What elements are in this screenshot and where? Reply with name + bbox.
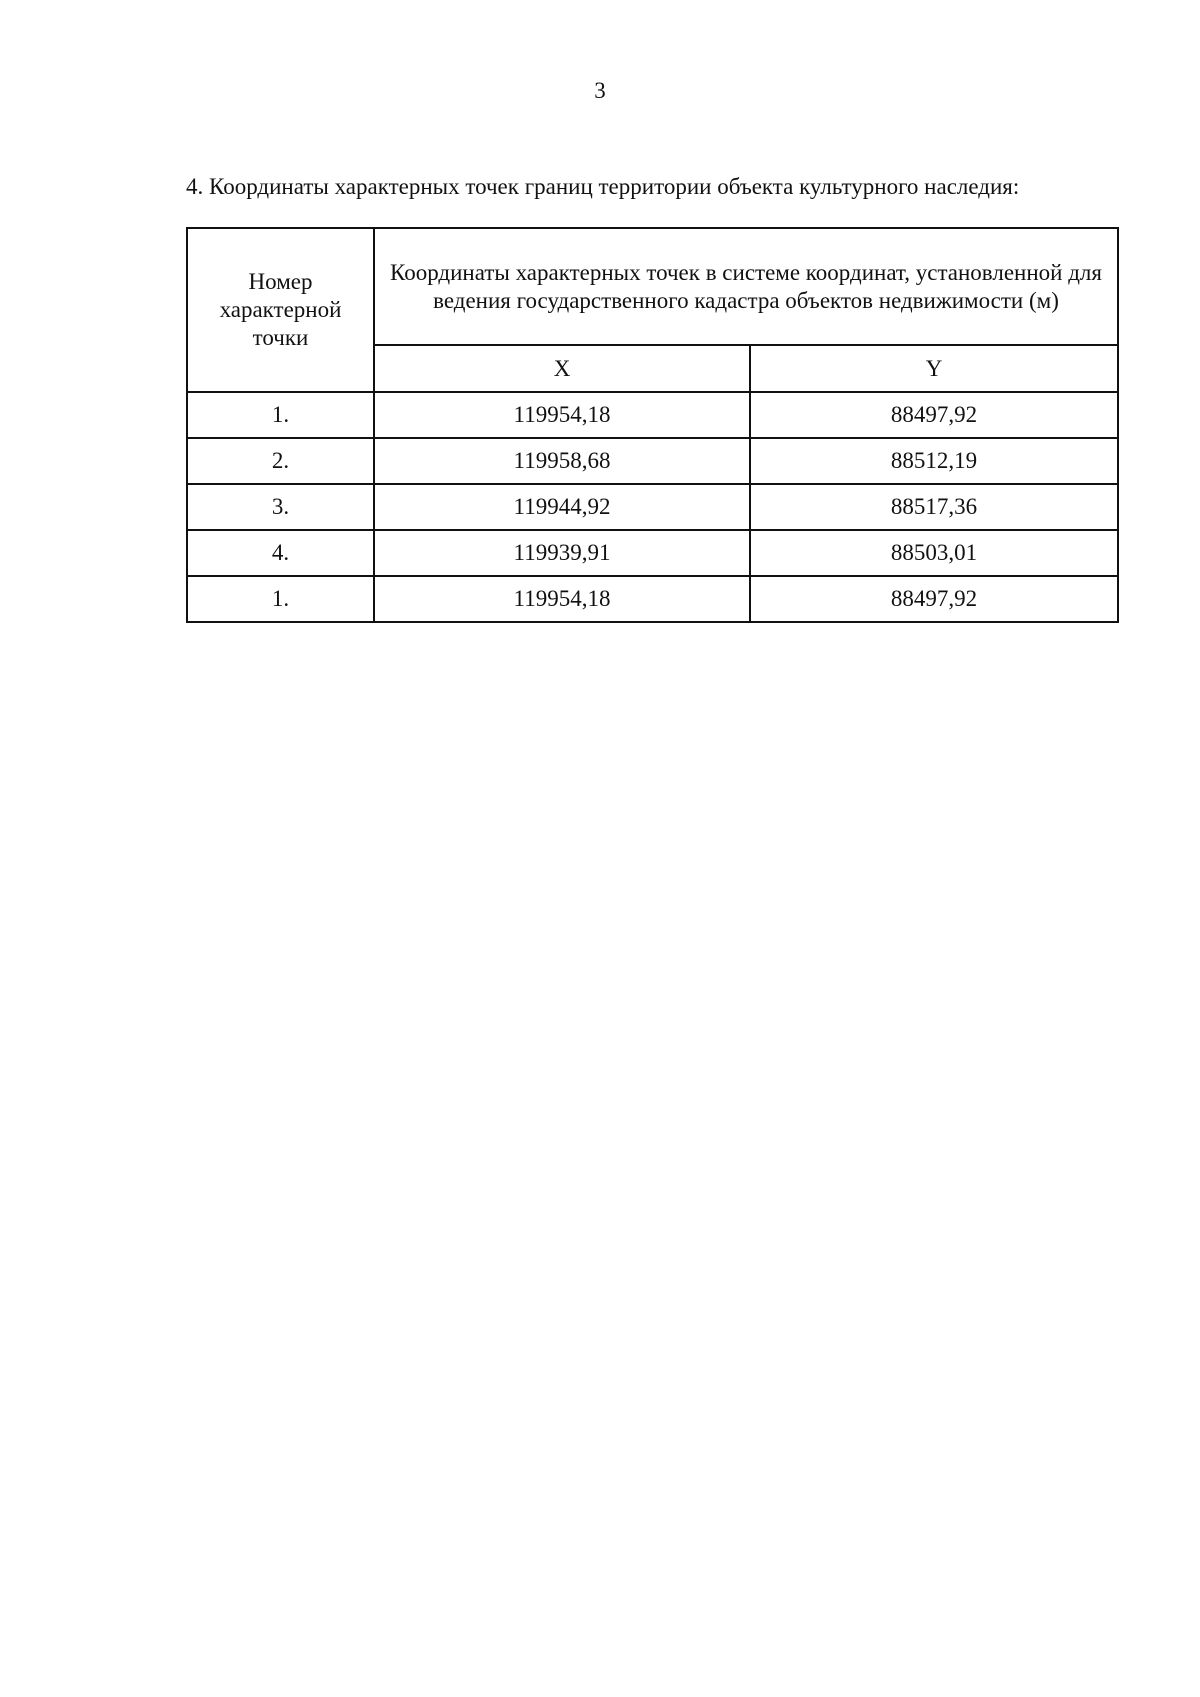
cell-x: 119954,18	[374, 392, 750, 438]
cell-x: 119944,92	[374, 484, 750, 530]
table-row	[187, 576, 1118, 622]
header-point-number: Номер характерной точки	[187, 228, 374, 392]
header-coordinates-group: Координаты характерных точек в системе координат, установленной для ведения государственного кадастра объектов недвижимости (м)	[374, 228, 1118, 345]
cell-point-number: 4.	[187, 530, 374, 576]
coordinates-table	[186, 227, 1119, 623]
cell-y: 88497,92	[750, 576, 1118, 622]
table-row	[187, 392, 1118, 438]
cell-point-number: 2.	[187, 438, 374, 484]
table-row	[187, 438, 1118, 484]
section-heading: 4. Координаты характерных точек границ территории объекта культурного наследия:	[186, 174, 1020, 199]
cell-point-number: 3.	[187, 484, 374, 530]
header-y: Y	[750, 345, 1118, 392]
cell-x: 119958,68	[374, 438, 750, 484]
cell-y: 88512,19	[750, 438, 1118, 484]
table-row	[187, 484, 1118, 530]
cell-x: 119954,18	[374, 576, 750, 622]
header-x: X	[374, 345, 750, 392]
cell-y: 88497,92	[750, 392, 1118, 438]
cell-x: 119939,91	[374, 530, 750, 576]
cell-y: 88517,36	[750, 484, 1118, 530]
cell-point-number: 1.	[187, 576, 374, 622]
page-number: 3	[594, 78, 606, 103]
table-row	[187, 530, 1118, 576]
cell-point-number: 1.	[187, 392, 374, 438]
cell-y: 88503,01	[750, 530, 1118, 576]
